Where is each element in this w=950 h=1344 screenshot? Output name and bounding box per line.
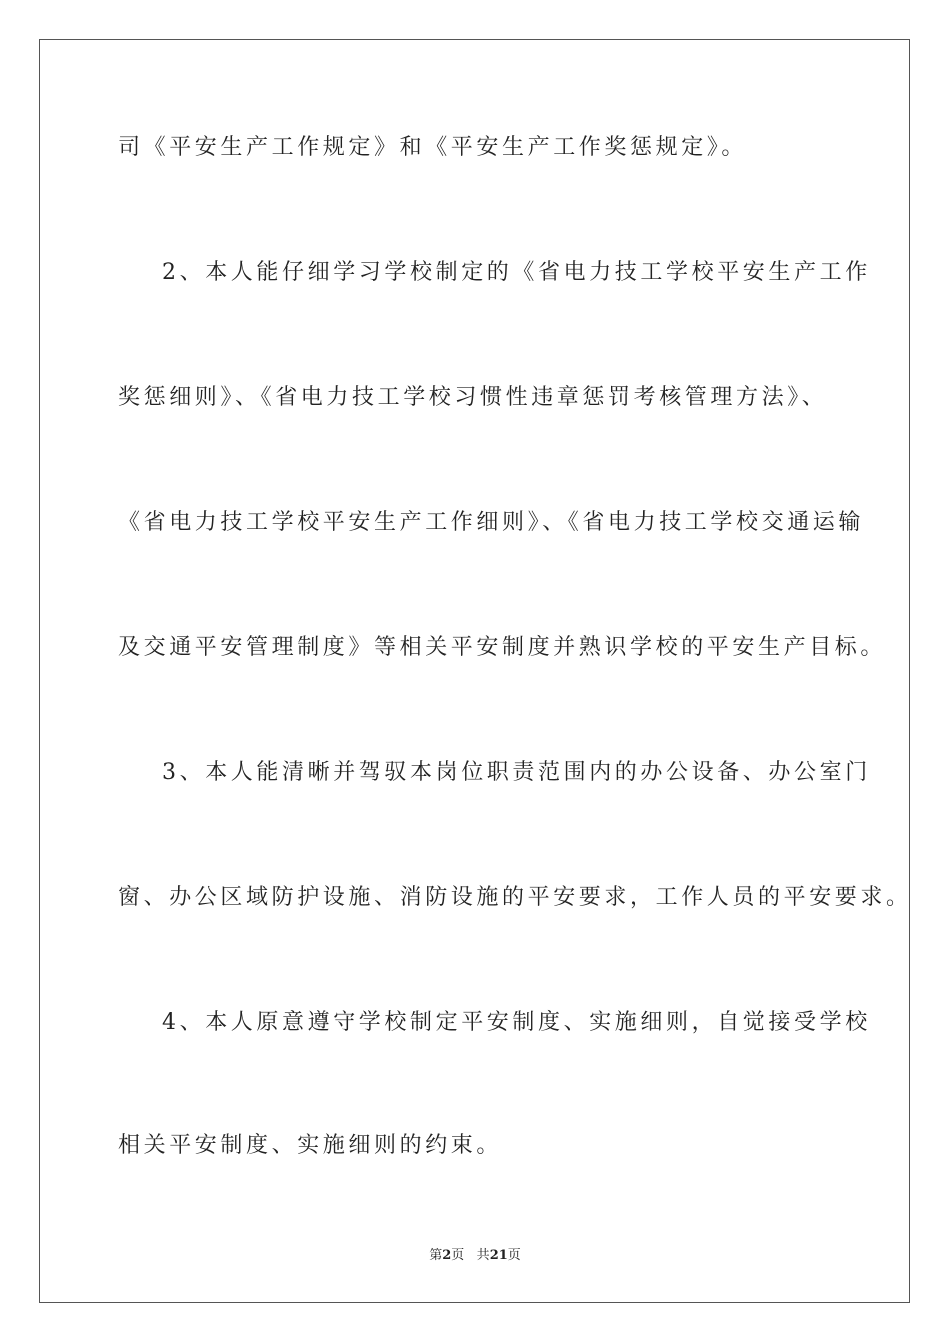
body-line-1: 司《平安生产工作规定》和《平安生产工作奖惩规定》。 [118, 135, 748, 160]
footer-page-prefix: 第 [429, 1248, 443, 1263]
body-line-7: 窗、办公区域防护设施、消防设施的平安要求，工作人员的平安要求。 [118, 885, 912, 910]
footer-total-prefix: 共 [476, 1248, 490, 1263]
page-footer [0, 1247, 950, 1265]
body-line-2: 2、本人能仔细学习学校制定的《省电力技工学校平安生产工作 [162, 260, 871, 285]
page-border [39, 39, 910, 1303]
body-line-5: 及交通平安管理制度》等相关平安制度并熟识学校的平安生产目标。 [118, 635, 887, 660]
footer-total-suffix: 页 [507, 1248, 521, 1263]
footer-page-suffix: 页 [451, 1248, 465, 1263]
body-line-8: 4、本人原意遵守学校制定平安制度、实施细则，自觉接受学校 [162, 1010, 871, 1035]
footer-page-number: 2 [442, 1248, 452, 1263]
body-line-9: 相关平安制度、实施细则的约束。 [118, 1133, 503, 1158]
body-line-3: 奖惩细则》、《省电力技工学校习惯性违章惩罚考核管理方法》、 [118, 385, 828, 410]
body-line-4: 《省电力技工学校平安生产工作细则》、《省电力技工学校交通运输 [118, 510, 865, 535]
body-line-6: 3、本人能清晰并驾驭本岗位职责范围内的办公设备、办公室门 [162, 760, 871, 785]
footer-total-pages: 21 [489, 1248, 508, 1263]
